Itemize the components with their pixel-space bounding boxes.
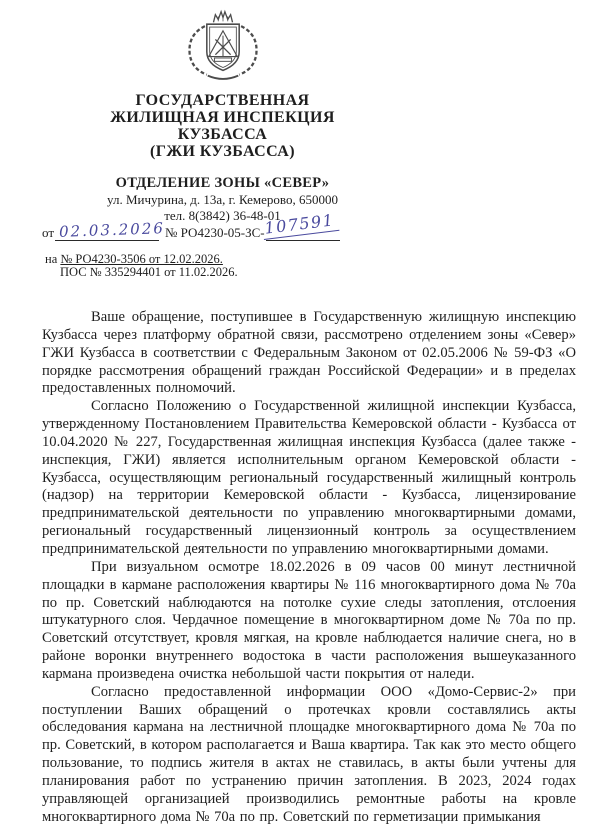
coat-of-arms-icon <box>175 8 271 88</box>
body-paragraph-4: Согласно предоставленной информации ООО «Домо-Сервис-2» при поступлении Ваших обращений о протечках кровли составлялись акты обследования кармана на лестничной площадке многоквартирного дома № 70а по пр. Советский, в котором располагается и Ваша квартира. Так как это место общего пользование, то подпись жителя в актах не ставилась, в акты были учтены для планирования работ по устранению причин затопления. В 2023, 2024 годах управляющей организацией производились ремонтные работы на кровле многоквартирного дома № 70а по пр. Советский по герметизации примыкания <box>42 683 576 825</box>
letter-body <box>42 309 576 825</box>
division-name: ОТДЕЛЕНИЕ ЗОНЫ «СЕВЕР» <box>115 175 330 191</box>
ref-date-label: от <box>42 225 55 240</box>
reply-reference-number: № РО4230-3506 от 12.02.2026. <box>60 252 223 266</box>
body-paragraph-3: При визуальном осмотре 18.02.2026 в 09 часов 00 минут лестничной площадки в кармане расположения квартиры № 116 многоквартирного дома № 70а по пр. Советский наблюдаются на потолке сухие следы затопления, отслоения штукатурного слоя. Чердачное помещение в многоквартирном доме № 70а по пр. Советский отсутствует, кровля мягкая, на кровле наблюдается наличие снега, но в районе воронки внутреннего водостока в части расположения вышеуказанного кармана произведена очистка небольшой части покрытия от наледи. <box>42 558 576 682</box>
org-name-line-4: (ГЖИ КУЗБАССА) <box>150 143 295 160</box>
org-name-line-3: КУЗБАССА <box>177 126 268 143</box>
body-paragraph-2: Согласно Положению о Государственной жилищной инспекции Кузбасса, утвержденному Постановлением Правительства Кемеровской области - Кузбасса от 10.04.2020 № 227, Государственная жилищная инспекция Кузбасса (далее также - инспекция, ГЖИ) является исполнительным органом Кемеровской области - Кузбасса, осуществляющим региональный государственный жилищный контроль (надзор) на территории Кемеровской области - Кузбасса, лицензирование предпринимательской деятельности по управлению многоквартирными домами, региональный государственный лицензионный контроль за осуществлением предпринимательской деятельности по управлению многоквартирными домами. <box>42 398 576 557</box>
reply-reference-line <box>45 252 223 266</box>
handwritten-number: 107591 <box>261 210 339 240</box>
letterhead <box>30 8 415 223</box>
phone-line: тел. 8(3842) 36-48-01 <box>164 207 281 223</box>
pos-reference-line: ПОС № 335294401 от 11.02.2026. <box>60 265 238 279</box>
org-name-line-2: ЖИЛИЩНАЯ ИНСПЕКЦИЯ <box>110 109 335 126</box>
number-blank-line <box>263 210 340 241</box>
ref-number-label: № РО4230-05-ЗС- <box>165 225 265 240</box>
date-blank-line <box>55 219 166 241</box>
address-line: ул. Мичурина, д. 13а, г. Кемерово, 650000 <box>107 192 338 207</box>
reply-prefix: на <box>45 252 58 266</box>
handwritten-date: 02.03.2026 <box>58 219 166 241</box>
org-name-line-1: ГОСУДАРСТВЕННАЯ <box>135 92 310 109</box>
body-paragraph-1: Ваше обращение, поступившее в Государственную жилищную инспекцию Кузбасса через платформу обратной связи, рассмотрено отделением зоны «Север» ГЖИ Кузбасса в соответствии с Федеральным Законом от 02.05.2006 № 59-ФЗ «О порядке рассмотрения обращений граждан Российской Федерации» и в пределах предоставленных полномочий. <box>42 309 576 397</box>
